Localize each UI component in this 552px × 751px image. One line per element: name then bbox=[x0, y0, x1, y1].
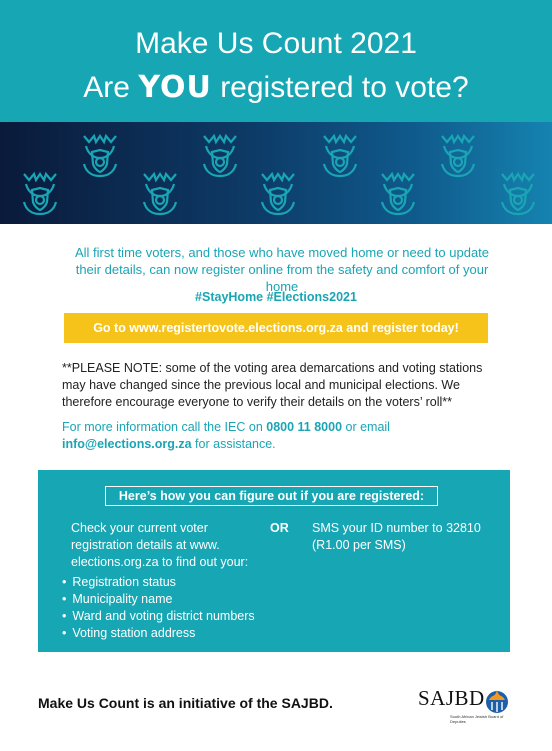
hashtags: #StayHome #Elections2021 bbox=[195, 290, 357, 304]
title-line-2-post: registered to vote? bbox=[211, 71, 469, 104]
check-online-text: Check your current voter registration details at www. elections.org.za to find out your: bbox=[71, 521, 249, 569]
title-line-1: Make Us Count 2021 bbox=[135, 27, 417, 60]
intro-text: All first time voters, and those who have moved home or need to update their details, can now register online from the safety and comfort of your home bbox=[74, 245, 490, 294]
please-note: **PLEASE NOTE: some of the voting area demarcations and voting stations may have changed since the previous local and municipal elections. We therefore encourage everyone to verify their details on the voters’ roll** bbox=[62, 361, 483, 409]
list-item: • Registration status bbox=[62, 574, 255, 591]
title-emphasis: YOU bbox=[138, 70, 212, 105]
register-callout: Go to www.registertovote.elections.org.za and register today! bbox=[64, 313, 488, 343]
contact-post: for assistance. bbox=[191, 437, 276, 451]
list-item: • Ward and voting district numbers bbox=[62, 608, 255, 625]
coat-of-arms-pattern bbox=[0, 122, 552, 224]
list-item: • Voting station address bbox=[62, 625, 255, 642]
logo-subtitle: South African Jewish Board of Deputies bbox=[450, 714, 504, 724]
details-list bbox=[62, 574, 255, 642]
menorah-flame-icon bbox=[482, 684, 512, 714]
contact-info bbox=[62, 419, 492, 453]
coat-of-arms-band bbox=[0, 122, 552, 224]
sajbd-logo bbox=[418, 684, 530, 740]
email-address: info@elections.org.za bbox=[62, 437, 192, 451]
footer-text: Make Us Count is an initiative of the SAJBD. bbox=[38, 695, 333, 711]
or-label: OR bbox=[270, 521, 289, 535]
logo-wordmark: SAJBD bbox=[418, 686, 485, 710]
contact-mid: or email bbox=[342, 420, 390, 434]
box-title: Here’s how you can figure out if you are registered: bbox=[105, 486, 438, 506]
header-banner bbox=[0, 0, 552, 122]
contact-pre: For more information call the IEC on bbox=[62, 420, 267, 434]
phone-number: 0800 11 8000 bbox=[266, 420, 343, 434]
list-item: • Municipality name bbox=[62, 591, 255, 608]
title-line-2 bbox=[0, 70, 552, 106]
title-line-2-pre: Are bbox=[83, 71, 139, 104]
how-to-check-box bbox=[38, 470, 510, 652]
sms-text: SMS your ID number to 32810 (R1.00 per SMS) bbox=[312, 521, 481, 552]
